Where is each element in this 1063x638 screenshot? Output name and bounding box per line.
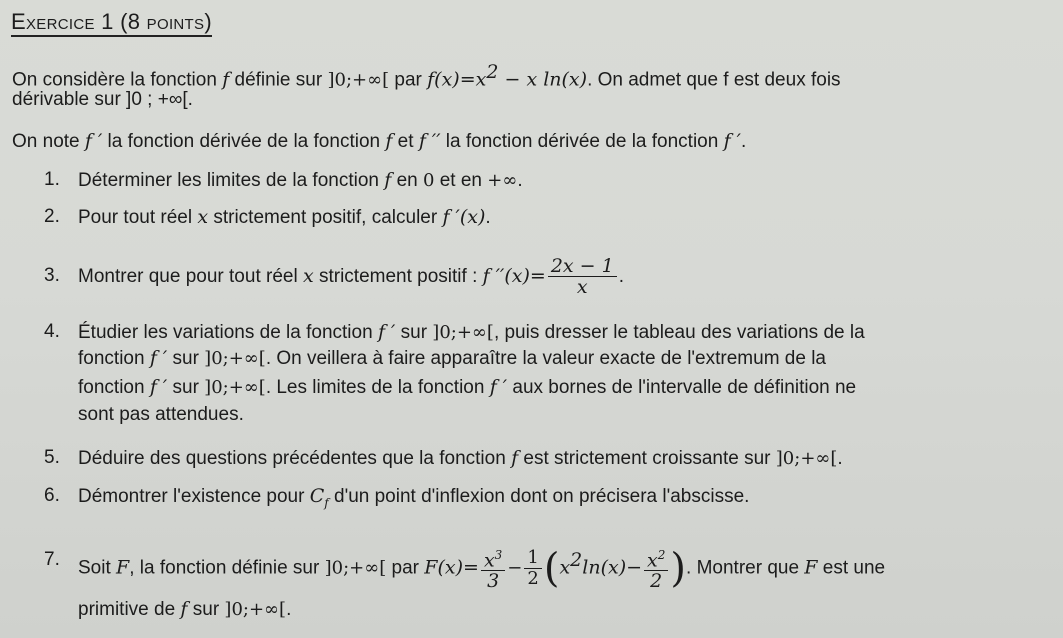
text: On considère la fonction: [12, 69, 223, 91]
question-number: 5.: [44, 447, 60, 468]
text: fonction: [78, 348, 150, 369]
question-number: 1.: [44, 169, 60, 190]
math-exponent: 2: [486, 61, 499, 83]
math-fp: f ′: [149, 347, 168, 369]
math-fp: f ′: [149, 376, 168, 398]
question-7-line-1: [78, 528, 885, 600]
fraction-denominator: 2: [650, 570, 663, 593]
text: et en: [434, 170, 488, 191]
text: Pour tout réel: [78, 207, 198, 228]
math-f: f: [511, 447, 519, 469]
text: .: [618, 266, 624, 287]
fraction-denominator: 2: [527, 567, 539, 589]
text: .: [485, 207, 491, 228]
fraction: [548, 256, 617, 297]
text: Soit: [78, 557, 117, 579]
math-x: x: [483, 549, 495, 572]
math-curve: C: [309, 485, 325, 507]
math-interval: ]0;+∞[: [432, 322, 494, 343]
text: sur: [187, 599, 225, 620]
fraction-numerator: [481, 545, 505, 571]
text: Déterminer les limites de la fonction: [78, 170, 385, 191]
fraction-numerator: [644, 545, 668, 571]
math-F: F: [804, 556, 818, 579]
fraction: [481, 545, 505, 591]
text: la fonction dérivée de la fonction: [440, 131, 724, 152]
text: . Les limites de la fonction: [265, 377, 490, 398]
math-zero: 0: [423, 170, 435, 191]
text: . On veillera à faire apparaître la valeur exacte de l'extremum de la: [265, 348, 826, 369]
text: strictement positif :: [313, 266, 483, 287]
text: , puis dresser le tableau des variations de la: [493, 322, 865, 343]
fraction-denominator: 3: [487, 570, 500, 593]
text: aux bornes de l'intervalle de définition ne: [507, 377, 857, 398]
math-interval: ]0;+∞[: [775, 448, 838, 469]
note-line: [12, 129, 746, 154]
fraction-numerator: 1: [524, 548, 541, 569]
text: d'un point d'inflexion dont on précisera l'abscisse.: [328, 486, 750, 507]
math-fp: f ′: [84, 130, 103, 152]
text: est strictement croissante sur: [518, 448, 776, 469]
question-number: 4.: [44, 321, 60, 342]
text: en: [391, 170, 423, 191]
math-infinity: +∞: [487, 170, 518, 191]
question-4-line-4: sont pas attendues.: [78, 404, 244, 425]
math-fp: f ′: [489, 376, 508, 398]
math-f: f: [384, 169, 392, 191]
math-F: F: [116, 556, 130, 579]
math-interval: ]0;+∞[: [224, 599, 287, 620]
fraction-numerator: 2x − 1: [548, 256, 617, 277]
math-f: f: [385, 130, 393, 152]
text: Démontrer l'existence pour: [78, 486, 310, 507]
math-subscript: f: [324, 495, 329, 510]
math-x: x: [197, 206, 209, 228]
text: par: [386, 557, 425, 579]
math-fpp-lhs: f ′′(x)=: [482, 265, 546, 287]
math-expr: f(x)=x: [427, 68, 487, 91]
text: Déduire des questions précédentes que la fonction: [78, 448, 512, 469]
text: strictement positif, calculer: [208, 207, 443, 228]
math-interval: ]0;+∞[: [204, 377, 266, 398]
text: Montrer que pour tout réel: [78, 266, 303, 287]
fraction-denominator: x: [576, 276, 588, 299]
fraction: [644, 545, 668, 591]
question-number: 3.: [44, 265, 60, 286]
intro-line-2: dérivable sur ]0 ; +∞[.: [12, 89, 193, 110]
math-minus: −: [507, 557, 523, 579]
text: .: [837, 448, 843, 469]
question-6: [78, 484, 749, 515]
math-exponent: 2: [657, 548, 666, 563]
math-f: f: [180, 598, 188, 620]
text: par: [389, 69, 428, 91]
question-number: 2.: [44, 206, 60, 227]
math-fpp: f ′′: [418, 130, 441, 152]
math-expr: − x ln(x): [498, 68, 588, 91]
question-number: 7.: [44, 549, 60, 570]
text: la fonction dérivée de la fonction: [102, 131, 386, 152]
fraction: [524, 548, 541, 589]
text: primitive de: [78, 599, 181, 620]
question-2: [78, 205, 491, 230]
math-paren-left: (: [543, 545, 560, 592]
text: .: [286, 599, 292, 620]
math-Fx: F(x)=: [424, 556, 479, 579]
math-x: x: [647, 549, 658, 572]
question-7-line-2: [78, 597, 291, 622]
math-fp: f ′: [377, 321, 396, 343]
text: sur: [395, 322, 433, 343]
text: .: [517, 170, 523, 191]
math-fpx: f ′(x): [442, 206, 486, 228]
text: Étudier les variations de la fonction: [78, 322, 378, 343]
text: est une: [817, 557, 886, 579]
math-paren-right: ): [670, 545, 687, 592]
math-fp: f ′: [723, 130, 741, 152]
math-x: x: [559, 556, 571, 579]
math-exponent: 2: [570, 549, 583, 571]
question-5: [78, 446, 843, 471]
text: .: [740, 131, 747, 152]
math-ln: ln(x)−: [582, 556, 643, 579]
text: On note: [12, 131, 85, 152]
text: sur: [167, 348, 205, 369]
question-4-line-3: [78, 375, 856, 400]
math-interval: ]0;+∞[: [324, 557, 387, 579]
math-interval: ]0;+∞[: [327, 69, 390, 91]
text: fonction: [78, 377, 150, 398]
text: et: [392, 131, 419, 152]
math-x: x: [302, 265, 314, 287]
math-exponent: 3: [494, 548, 503, 563]
math-interval: ]0;+∞[: [204, 348, 266, 369]
math-f: f: [222, 68, 230, 91]
text: . Montrer que: [686, 557, 805, 579]
question-number: 6.: [44, 485, 60, 506]
question-4-line-1: [78, 320, 865, 345]
text: , la fonction définie sur: [129, 557, 325, 579]
text: sur: [167, 377, 205, 398]
question-4-line-2: [78, 346, 826, 371]
question-3: [78, 244, 624, 309]
exercise-title: Exercice 1 (8 points): [11, 10, 212, 37]
text: définie sur: [229, 69, 328, 91]
question-1: [78, 168, 523, 193]
text: . On admet que f est deux fois: [587, 69, 841, 91]
